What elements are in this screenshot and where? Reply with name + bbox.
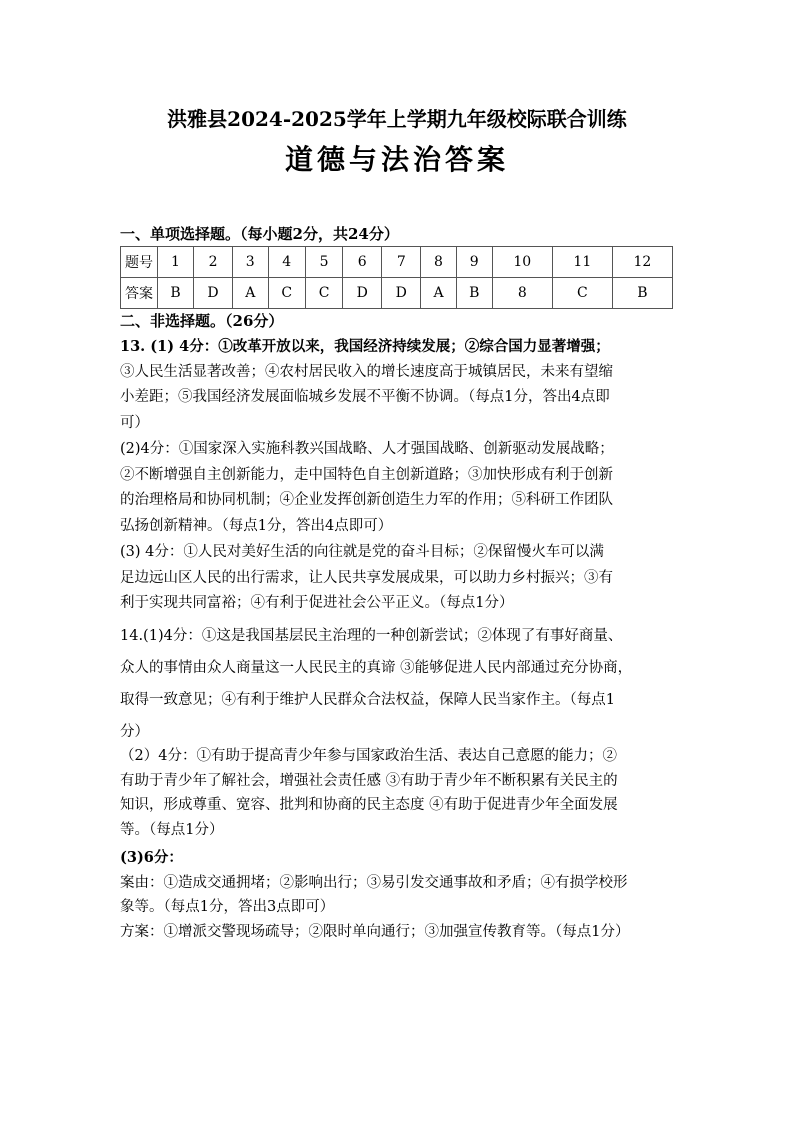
section2-heading: 二、非选择题。（26分） — [120, 312, 284, 330]
question-number-cell: 10 — [492, 247, 552, 278]
answer-line: 14.(1)4分：①这是我国基层民主治理的一种创新尝试；②体现了有事好商量、 — [120, 628, 623, 644]
row-label-question: 题号 — [121, 247, 158, 278]
answer-cell: C — [552, 278, 612, 309]
answer-line: 等。（每点1分） — [120, 821, 224, 838]
question-number-cell: 11 — [552, 247, 612, 278]
answer-cell: C — [268, 278, 305, 309]
answer-line: 有助于青少年了解社会，增强社会责任感 ③有助于青少年不断积累有关民主的 — [120, 772, 618, 789]
answer-cell: A — [233, 278, 268, 309]
answer-line: 可） — [120, 414, 149, 431]
answer-cell: A — [421, 278, 456, 309]
answer-cell: B — [456, 278, 492, 309]
question-number-cell: 5 — [305, 247, 342, 278]
answer-14-3 — [120, 846, 690, 944]
answer-cell: B — [158, 278, 194, 309]
answer-line: 足边远山区人民的出行需求，让人民共享发展成果，可以助力乡村振兴；③有 — [120, 569, 613, 586]
answer-cell: D — [343, 278, 382, 309]
question-number-cell: 6 — [343, 247, 382, 278]
answer-14-1 — [120, 620, 690, 748]
answer-line: 的治理格局和协同机制；④企业发挥创新创造生力军的作用；⑤科研工作团队 — [120, 492, 613, 508]
answer-cell: D — [194, 278, 233, 309]
question-number-cell: 9 — [456, 247, 492, 278]
answer-line: 利于实现共同富裕；④有利于促进社会公平正义。（每点1分） — [120, 595, 514, 611]
question-number-row — [121, 247, 673, 278]
answer-cell: B — [612, 278, 672, 309]
answer-line: （2）4分：①有助于提高青少年参与国家政治生活、表达自己意愿的能力；② — [120, 748, 617, 764]
answer-line: ③人民生活显著改善；④农村居民收入的增长速度高于城镇居民，未来有望缩 — [120, 363, 613, 380]
answer-cell: C — [305, 278, 342, 309]
answer-14-2 — [120, 744, 690, 842]
answer-line: (3)6分： — [120, 849, 183, 866]
answer-line: 13. (1) 4分：①改革开放以来，我国经济持续发展；②综合国力显著增强； — [120, 338, 610, 355]
answer-line: 案由：①造成交通拥堵；②影响出行；③易引发交通事故和矛盾；④有损学校形 — [120, 874, 628, 891]
answer-cell: D — [382, 278, 421, 309]
question-number-cell: 2 — [194, 247, 233, 278]
answer-line: (3) 4分：①人民对美好生活的向往就是党的奋斗目标；②保留慢火车可以满 — [120, 544, 604, 560]
answer-13-2 — [120, 437, 690, 539]
question-number-cell: 7 — [382, 247, 421, 278]
answer-13-3 — [120, 540, 690, 617]
answer-table — [120, 246, 673, 309]
answer-line: 众人的事情由众人商量这一人民民主的真谛 ③能够促进人民内部通过充分协商， — [120, 660, 633, 676]
answer-13-1 — [120, 334, 690, 436]
row-label-answer: 答案 — [121, 278, 158, 309]
answer-cell: 8 — [492, 278, 552, 309]
answer-line: 知识，形成尊重、宽容、批判和协商的民主态度 ④有助于促进青少年全面发展 — [120, 797, 618, 813]
answer-line: 弘扬创新精神。（每点1分，答出4点即可） — [120, 517, 393, 534]
answer-line: 分） — [120, 724, 149, 740]
answer-line: 取得一致意见；④有利于维护人民群众合法权益，保障人民当家作主。（每点1 — [120, 692, 615, 708]
question-number-cell: 12 — [612, 247, 672, 278]
question-number-cell: 1 — [158, 247, 194, 278]
answer-line: 象等。（每点1分，答出3点即可） — [120, 899, 335, 915]
section1-heading: 一、单项选择题。（每小题2分，共24分） — [120, 225, 399, 243]
question-number-cell: 3 — [233, 247, 268, 278]
answer-line: 小差距；⑤我国经济发展面临城乡发展不平衡不协调。（每点1分，答出4点即 — [120, 389, 610, 405]
question-number-cell: 4 — [268, 247, 305, 278]
answer-line: 方案：①增派交警现场疏导；②限时单向通行；③加强宣传教育等。（每点1分） — [120, 923, 630, 940]
document-title-line2: 道德与法治答案 — [284, 143, 509, 176]
answer-line: (2)4分：①国家深入实施科教兴国战略、人才强国战略、创新驱动发展战略； — [120, 441, 614, 457]
document-title-line1: 洪雅县2024-2025学年上学期九年级校际联合训练 — [167, 107, 627, 131]
answer-row — [121, 278, 673, 309]
question-number-cell: 8 — [421, 247, 456, 278]
answer-line: ②不断增强自主创新能力，走中国特色自主创新道路；③加快形成有利于创新 — [120, 466, 613, 483]
